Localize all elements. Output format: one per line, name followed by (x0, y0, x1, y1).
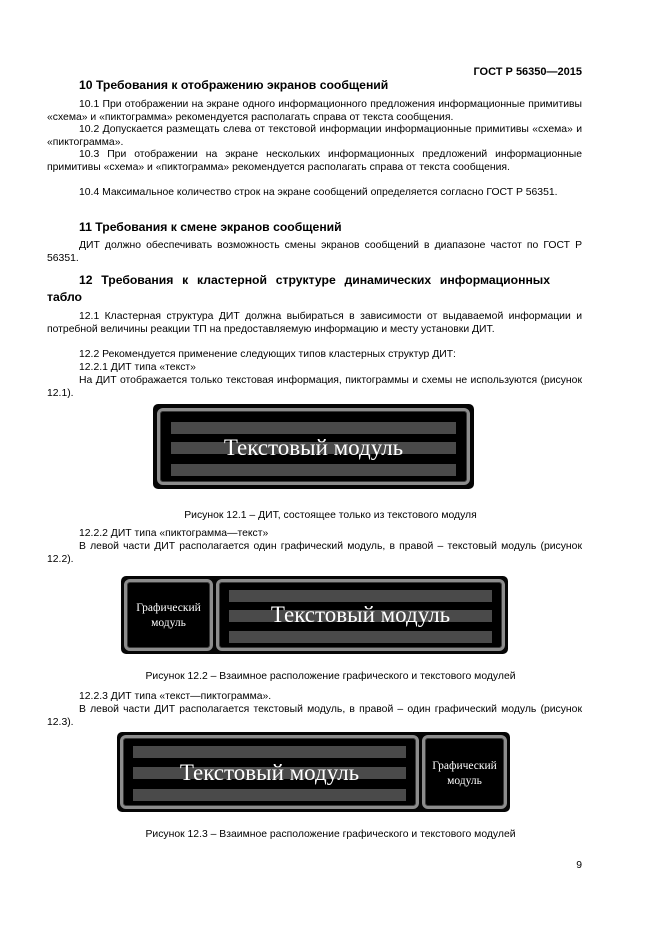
graphic-module (422, 735, 507, 809)
text-line-stripe (171, 422, 456, 434)
paragraph-12-2-1: 12.2.1 ДИТ типа «текст» (79, 362, 196, 373)
paragraph-12-2-3: 12.2.3 ДИТ типа «текст—пиктограмма». (79, 691, 272, 702)
page-number: 9 (576, 860, 582, 871)
figure-12-3-board (117, 732, 510, 812)
figure-12-2-board (121, 576, 508, 654)
paragraph-12-2-1-text: На ДИТ отображается только текстовая информация, пиктограммы и схемы не используются (рисунок 12.1). (47, 375, 582, 399)
figure-12-2-caption: Рисунок 12.2 – Взаимное расположение графического и текстового модулей (145, 671, 516, 682)
graphic-module-label-line2: модуль (447, 775, 482, 787)
paragraph-10-1: 10.1 При отображении на экране одного информационного предложения информационные примитивы «схема» и «пиктограмма» рекомендуется располагать справа от текста сообщения. (47, 99, 582, 123)
text-line-stripe (229, 631, 492, 643)
paragraph-11-1: ДИТ должно обеспечивать возможность смены экранов сообщений в диапазоне частот по ГОСТ Р 56351. (47, 240, 582, 264)
text-module-label: Текстовый модуль (179, 760, 360, 785)
paragraph-10-3: 10.3 При отображении на экране нескольких информационных предложений информационные примитивы «схема» и «пиктограмма» рекомендуется располагать справа от текста сообщения. (47, 149, 582, 173)
figure-12-3-caption: Рисунок 12.3 – Взаимное расположение графического и текстового модулей (145, 829, 516, 840)
paragraph-12-2-2: 12.2.2 ДИТ типа «пиктограмма—текст» (79, 528, 269, 539)
text-module (157, 408, 470, 485)
paragraph-12-1: 12.1 Кластерная структура ДИТ должна выбираться в зависимости от выдаваемой информации и потребной величины реакции ТП на предоставляемую информацию и месту установки ДИТ. (47, 311, 582, 335)
paragraph-12-2-2-text: В левой части ДИТ располагается один графический модуль, в правой – текстовый модуль (рисунок 12.2). (47, 541, 582, 565)
paragraph-10-2: 10.2 Допускается размещать слева от текстовой информации информационные примитивы «схема» и «пиктограмма». (47, 124, 582, 148)
text-line-stripe (171, 464, 456, 476)
text-module-label: Текстовый модуль (223, 435, 404, 460)
section-11-title: 11 Требования к смене экранов сообщений (79, 220, 342, 234)
section-10-title: 10 Требования к отображению экранов сообщений (79, 78, 389, 92)
text-module (216, 579, 505, 651)
figure-12-1-board (153, 404, 474, 489)
text-line-stripe (133, 746, 406, 758)
text-module-label: Текстовый модуль (270, 602, 451, 627)
graphic-module-label-line1: Графический (432, 760, 497, 772)
paragraph-10-4: 10.4 Максимальное количество строк на экране сообщений определяется согласно ГОСТ Р 56351. (79, 187, 558, 198)
figure-12-1-caption: Рисунок 12.1 – ДИТ, состоящее только из текстового модуля (184, 510, 477, 521)
text-line-stripe (229, 590, 492, 602)
section-12-title: 12 Требования к кластерной структуре динамических информационных табло (47, 273, 550, 304)
paragraph-12-2-3-text: В левой части ДИТ располагается текстовый модуль, в правой – один графический модуль (рисунок 12.3). (47, 704, 582, 728)
paragraph-12-2: 12.2 Рекомендуется применение следующих типов кластерных структур ДИТ: (79, 349, 456, 360)
text-module (120, 735, 419, 809)
graphic-module (124, 579, 213, 651)
graphic-module-label-line1: Графический (136, 602, 201, 614)
text-line-stripe (133, 789, 406, 801)
graphic-module-label-line2: модуль (151, 617, 186, 629)
standard-header: ГОСТ Р 56350—2015 (473, 66, 582, 78)
